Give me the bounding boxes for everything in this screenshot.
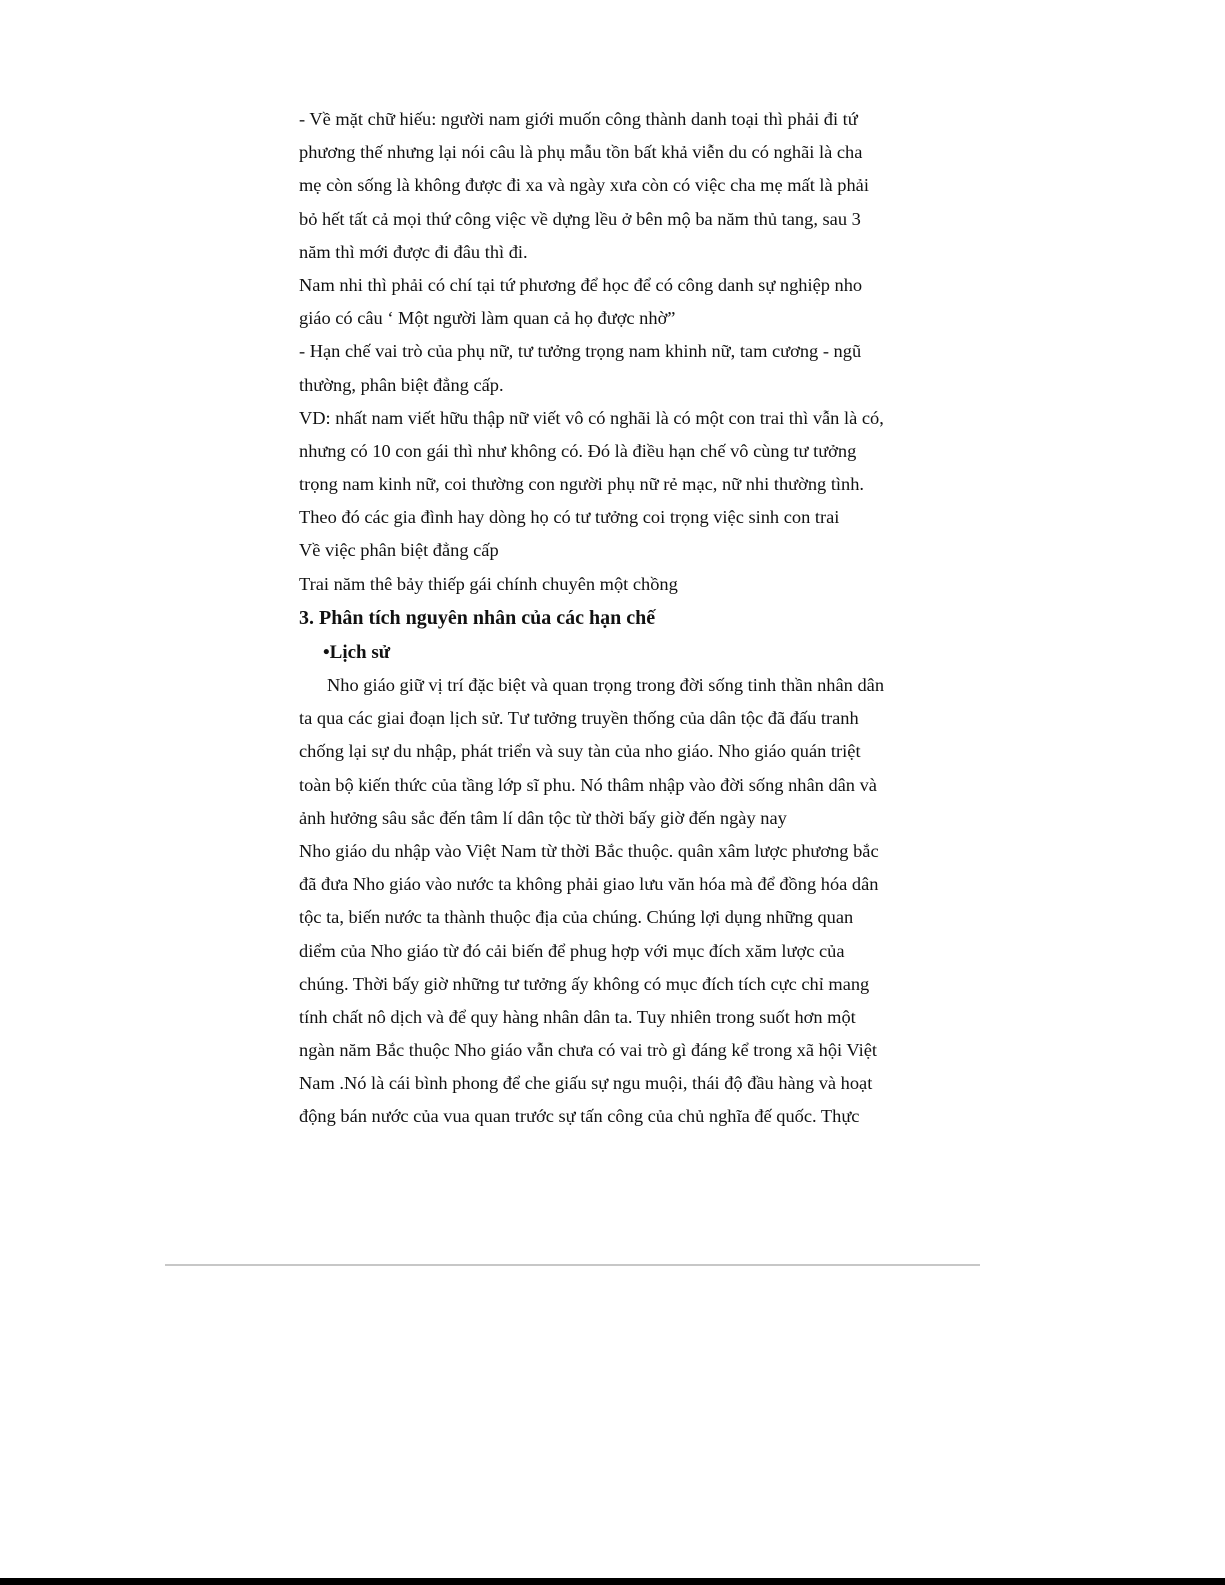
subsection-heading: •Lịch sử xyxy=(323,641,391,663)
bottom-edge-bar xyxy=(0,1578,1225,1585)
text-line: bỏ hết tất cả mọi thứ công việc về dựng lều ở bên mộ ba năm thủ tang, sau 3 xyxy=(299,208,861,229)
text-line: Nam nhi thì phải có chí tại tứ phương để học để có công danh sự nghiệp nho xyxy=(299,274,863,295)
text-line: động bán nước của vua quan trước sự tấn công của chủ nghĩa đế quốc. Thực xyxy=(299,1106,860,1127)
text-line: nhưng có 10 con gái thì như không có. Đó là điều hạn chế vô cùng tư tưởng xyxy=(299,440,857,461)
text-line: VD: nhất nam viết hữu thập nữ viết vô có nghãi là có một con trai thì vẫn là có, xyxy=(299,407,884,428)
text-line: mẹ còn sống là không được đi xa và ngày xưa còn có việc cha mẹ mất là phải xyxy=(299,175,869,196)
page-divider xyxy=(165,1264,980,1266)
text-line: giáo có câu ‘ Một người làm quan cả họ được nhờ” xyxy=(299,308,676,329)
text-line: tộc ta, biến nước ta thành thuộc địa của chúng. Chúng lợi dụng những quan xyxy=(299,907,854,928)
text-line: tính chất nô dịch và để quy hàng nhân dân ta. Tuy nhiên trong suốt hơn một xyxy=(299,1006,856,1027)
text-line: thường, phân biệt đẳng cấp. xyxy=(299,374,504,395)
text-line: phương thế nhưng lại nói câu là phụ mẫu tồn bất khả viễn du có nghãi là cha xyxy=(299,142,863,163)
text-line: ta qua các giai đoạn lịch sử. Tư tưởng truyền thống của dân tộc đã đấu tranh xyxy=(299,708,859,729)
text-line: ảnh hưởng sâu sắc đến tâm lí dân tộc từ thời bấy giờ đến ngày nay xyxy=(299,807,787,828)
text-line: Về việc phân biệt đẳng cấp xyxy=(299,540,499,561)
text-line: năm thì mới được đi đâu thì đi. xyxy=(299,241,528,262)
text-line: đã đưa Nho giáo vào nước ta không phải giao lưu văn hóa mà để đồng hóa dân xyxy=(299,874,879,895)
text-line: Theo đó các gia đình hay dòng họ có tư tưởng coi trọng việc sinh con trai xyxy=(299,507,840,528)
text-line: chúng. Thời bấy giờ những tư tưởng ấy không có mục đích tích cực chỉ mang xyxy=(299,973,870,994)
text-line: ngàn năm Bắc thuộc Nho giáo vẫn chưa có vai trò gì đáng kể trong xã hội Việt xyxy=(299,1040,877,1061)
text-line: Nam .Nó là cái bình phong để che giấu sự ngu muội, thái độ đầu hàng và hoạt xyxy=(299,1073,873,1094)
text-line: - Về mặt chữ hiếu: người nam giới muốn công thành danh toại thì phải đi tứ xyxy=(299,109,858,129)
text-line: - Hạn chế vai trò của phụ nữ, tư tưởng trọng nam khinh nữ, tam cương - ngũ xyxy=(299,341,862,362)
section-heading: 3. Phân tích nguyên nhân của các hạn chế xyxy=(299,606,656,629)
text-line: Nho giáo giữ vị trí đặc biệt và quan trọng trong đời sống tinh thần nhân dân xyxy=(327,675,885,695)
document-body xyxy=(299,103,924,1134)
text-line: chống lại sự du nhập, phát triển và suy tàn của nho giáo. Nho giáo quán triệt xyxy=(299,741,861,762)
text-line: toàn bộ kiến thức của tầng lớp sĩ phu. Nó thâm nhập vào đời sống nhân dân và xyxy=(299,774,877,795)
text-line: diểm của Nho giáo từ đó cải biến để phug hợp với mục đích xăm lược của xyxy=(299,940,845,961)
text-line: Nho giáo du nhập vào Việt Nam từ thời Bắc thuộc. quân xâm lược phương bắc xyxy=(299,840,879,861)
text-line: Trai năm thê bảy thiếp gái chính chuyên một chồng xyxy=(299,573,678,594)
text-line: trọng nam kinh nữ, coi thường con người phụ nữ rẻ mạc, nữ nhi thường tình. xyxy=(299,474,865,495)
